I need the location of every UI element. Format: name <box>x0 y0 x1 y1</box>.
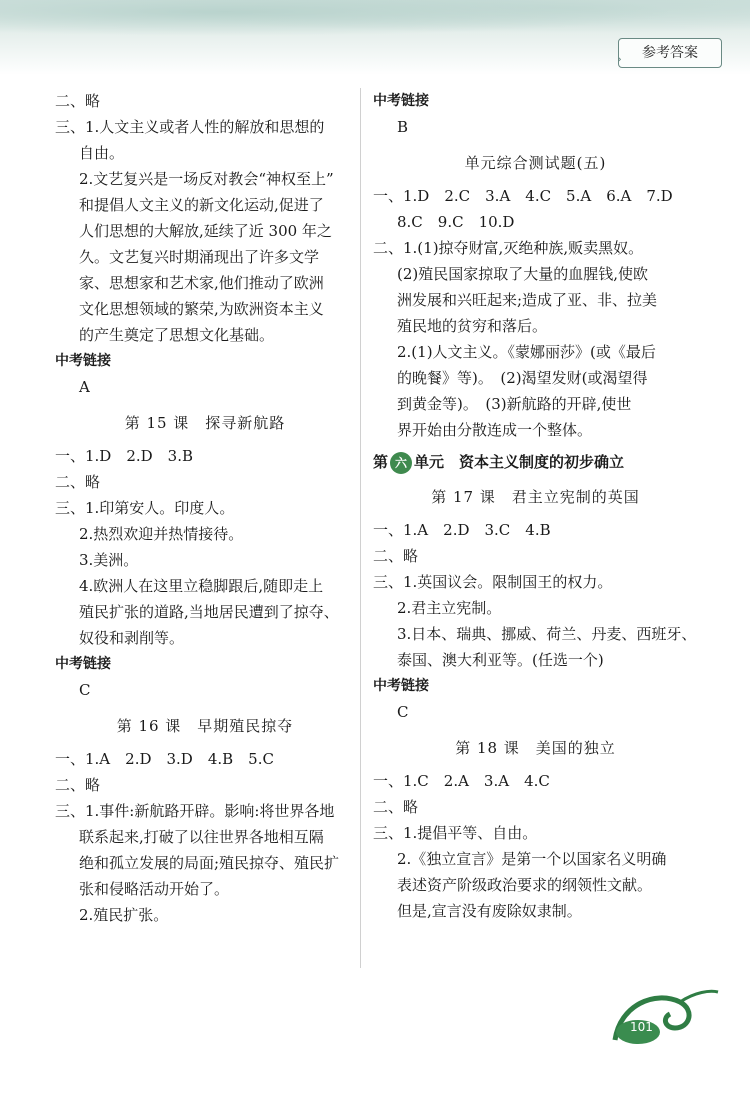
answer-line: 2.(1)人文主义。《蒙娜丽莎》(或《最后 <box>397 343 656 361</box>
answer-line: 4.欧洲人在这里立稳脚跟后,随即走上 <box>79 577 324 595</box>
page-number: 101 <box>630 1020 653 1034</box>
answer-line: 自由。 <box>79 144 125 162</box>
right-column <box>373 88 698 924</box>
answer-line: 8.C 9.C 10.D <box>397 213 515 231</box>
answer-line: 二、略 <box>373 797 419 816</box>
answer-line: C <box>79 681 91 699</box>
answer-line: 但是,宣言没有废除奴隶制。 <box>397 901 582 920</box>
answer-line: 家、思想家和艺术家,他们推动了欧洲 <box>79 274 324 292</box>
answer-line: 到黄金等)。 (3)新航路的开辟,使世 <box>397 395 632 413</box>
lesson-title: 第 16 课 早期殖民掠夺 <box>116 717 294 735</box>
answer-line: 洲发展和兴旺起来;造成了亚、非、拉美 <box>397 291 658 309</box>
answer-line: 的晚餐》等)。 (2)渴望发财(或渴望得 <box>397 369 648 387</box>
answer-line: 的产生奠定了思想文化基础。 <box>79 326 275 344</box>
unit-heading: 单元 资本主义制度的初步确立 <box>414 453 625 471</box>
section-heading: 中考链接 <box>55 656 111 672</box>
answer-line: (2)殖民国家掠取了大量的血腥钱,使欧 <box>397 265 649 283</box>
answer-line: 奴役和剥削等。 <box>79 629 185 647</box>
answer-line: 一、1.A 2.D 3.D 4.B 5.C <box>55 750 274 768</box>
lesson-title: 第 15 课 探寻新航路 <box>124 414 286 432</box>
leaf-swirl-icon <box>610 980 720 1050</box>
unit-title <box>373 451 698 474</box>
answer-line: 文化思想领域的繁荣,为欧洲资本主义 <box>79 300 324 318</box>
answer-line: 二、略 <box>55 473 101 491</box>
left-column <box>55 88 355 928</box>
chevron-right-icon: › <box>617 52 622 66</box>
answer-line: 三、1.提倡平等、自由。 <box>373 823 538 842</box>
answer-line: 3.日本、瑞典、挪威、荷兰、丹麦、西班牙、 <box>397 624 697 643</box>
answer-line: 一、1.D 2.C 3.A 4.C 5.A 6.A 7.D <box>373 187 673 205</box>
answer-line: 2.殖民扩张。 <box>79 906 169 924</box>
answer-line: 表述资产阶级政治要求的纲领性文献。 <box>397 875 653 894</box>
column-divider <box>360 88 361 968</box>
answer-line: 2.热烈欢迎并热情接待。 <box>79 525 244 543</box>
answer-line: 一、1.C 2.A 3.A 4.C <box>373 771 550 790</box>
answer-line: 二、略 <box>55 92 101 110</box>
lesson-title: 单元综合测试题(五) <box>464 154 607 172</box>
answer-line: 殖民扩张的道路,当地居民遭到了掠夺、 <box>79 603 339 621</box>
lesson-title: 第 18 课 美国的独立 <box>455 738 616 757</box>
answer-line: 界开始由分散连成一个整体。 <box>397 421 593 439</box>
answer-line: 殖民地的贫穷和落后。 <box>397 317 548 335</box>
answer-line: 和提倡人文主义的新文化运动,促进了 <box>79 196 324 214</box>
section-heading: 中考链接 <box>373 93 429 109</box>
answer-line: A <box>79 378 90 396</box>
answer-line: 三、1.人文主义或者人性的解放和思想的 <box>55 118 325 136</box>
answer-line: 二、略 <box>373 546 419 565</box>
lesson-title: 第 17 课 君主立宪制的英国 <box>431 487 640 506</box>
answer-key-label: 参考答案 <box>642 45 698 61</box>
unit-number-badge: 六 <box>390 452 412 474</box>
answer-line: 3.美洲。 <box>79 551 139 569</box>
answer-line: 张和侵略活动开始了。 <box>79 880 230 898</box>
section-heading: 中考链接 <box>373 677 429 694</box>
answer-line: 三、1.事件:新航路开辟。影响:将世界各地 <box>55 802 335 820</box>
answer-key-tab <box>618 38 722 68</box>
answer-line: 三、1.印第安人。印度人。 <box>55 499 235 517</box>
answer-line: 三、1.英国议会。限制国王的权力。 <box>373 572 613 591</box>
answer-line: 泰国、澳大利亚等。(任选一个) <box>397 650 604 669</box>
answer-line: 久。文艺复兴时期涌现出了许多文学 <box>79 248 320 266</box>
answer-line: 2.文艺复兴是一场反对教会“神权至上” <box>79 170 334 188</box>
answer-line: 人们思想的大解放,延续了近 300 年之 <box>79 222 332 240</box>
answer-line: 一、1.D 2.D 3.B <box>55 447 194 465</box>
answer-line: 二、1.(1)掠夺财富,灭绝种族,贩卖黑奴。 <box>373 239 644 257</box>
answer-line: 联系起来,打破了以往世界各地相互隔 <box>79 828 324 846</box>
section-heading: 中考链接 <box>55 353 111 369</box>
answer-line: C <box>397 702 409 721</box>
unit-prefix: 第 <box>373 453 389 471</box>
answer-line: 2.君主立宪制。 <box>397 598 502 617</box>
answer-line: 二、略 <box>55 776 101 794</box>
answer-line: B <box>397 118 409 136</box>
answer-line: 绝和孤立发展的局面;殖民掠夺、殖民扩 <box>79 854 340 872</box>
answer-line: 2.《独立宣言》是第一个以国家名义明确 <box>397 849 667 868</box>
answer-line: 一、1.A 2.D 3.C 4.B <box>373 520 551 539</box>
